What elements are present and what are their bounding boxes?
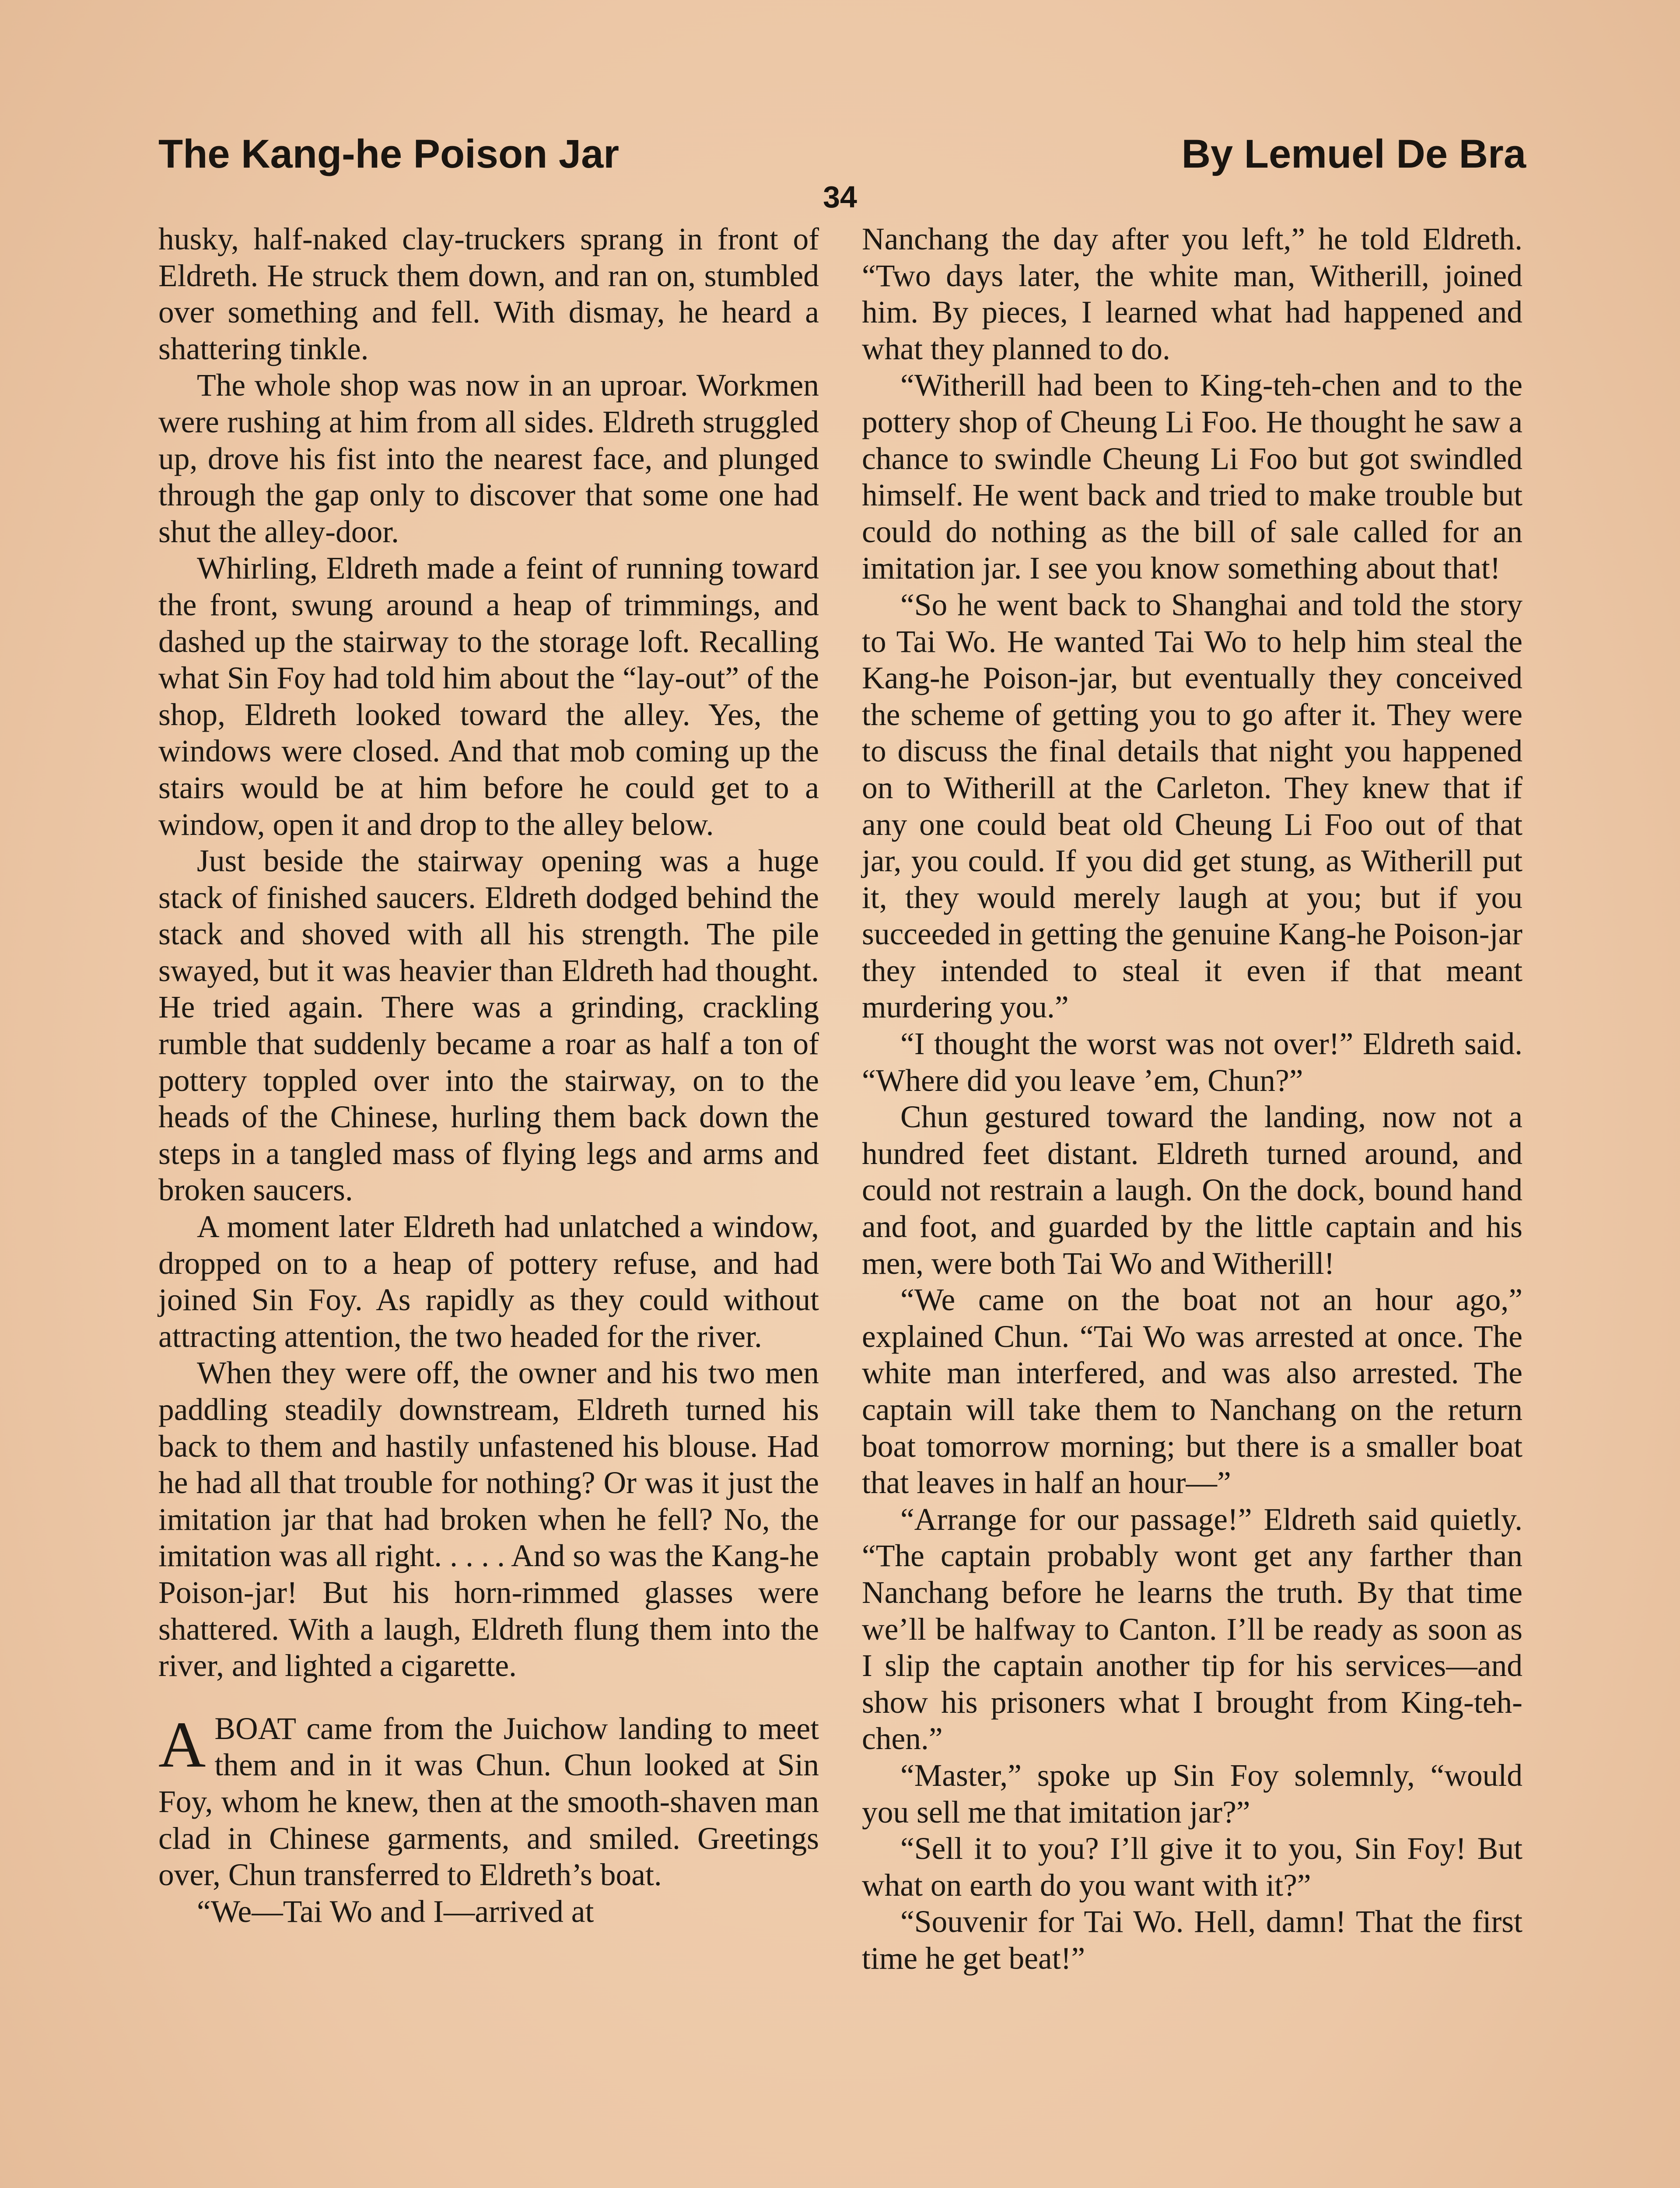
paragraph: When they were off, the owner and his two men paddling steadily downstream, Eldreth turned his back to them and hastily unfastened his blouse. Had he had all that trouble for nothing? Or was it just the imitation jar that had broken when he fell? No, the imitation was all right. . . . . And so was the Kang-he Poison-jar! But his horn-rimmed glasses were shattered. With a laugh, Eldreth flung them into the river, and lighted a cigarette. [158,1356,819,1683]
paragraph: “Sell it to you? I’ll give it to you, Sin Foy! But what on earth do you want with it?” [862,1831,1522,1903]
paragraph: Nanchang the day after you left,” he told Eldreth. “Two days later, the white man, Witherill, joined him. By pieces, I learned what had happened and what they planned to do. [862,222,1522,366]
section-paragraph [158,1708,819,1893]
paragraph: “Master,” spoke up Sin Foy solemnly, “would you sell me that imitation jar?” [862,1758,1522,1830]
story-author: By Lemuel De Bra [1181,132,1526,176]
paragraph: Just beside the stairway opening was a huge stack of finished saucers. Eldreth dodged behind the stack and shoved with all his strength. The pile swayed, but it was heavier than Eldreth had thought. He tried again. There was a grinding, crackling rumble that suddenly became a roar as half a ton of pottery toppled over into the stairway, on to the heads of the Chinese, hurling them back down the steps in a tangled mass of flying legs and arms and broken saucers. [158,844,819,1208]
paragraph: The whole shop was now in an uproar. Workmen were rushing at him from all sides. Eldreth struggled up, drove his fist into the nearest face, and plunged through the gap only to discover that some one had shut the alley-door. [158,368,819,549]
page-header [158,131,1526,184]
paragraph: A moment later Eldreth had unlatched a window, dropped on to a heap of pottery refuse, and had joined Sin Foy. As rapidly as they could without attracting attention, the two headed for the river. [158,1210,819,1354]
left-column [158,221,819,1930]
page-number: 34 [823,180,857,214]
paragraph: Chun gestured toward the landing, now not a hundred feet distant. Eldreth turned around, and could not restrain a laugh. On the dock, bound hand and foot, and guarded by the little captain and his men, were both Tai Wo and Witherill! [862,1100,1522,1281]
section-paragraph-text: BOAT came from the Juichow landing to meet them and in it was Chun. Chun looked at Sin Foy, whom he knew, then at the smooth-shaven man clad in Chinese garments, and smiled. Greetings over, Chun transferred to Eldreth’s boat. [158,1711,819,1893]
paragraph: husky, half-naked clay-truckers sprang in front of Eldreth. He struck them down, and ran on, stumbled over something and fell. With dismay, he heard a shattering tinkle. [158,222,819,366]
paragraph: “I thought the worst was not over!” Eldreth said. “Where did you leave ’em, Chun?” [862,1027,1522,1098]
paragraph: “Witherill had been to King-teh-chen and to the pottery shop of Cheung Li Foo. He thought he saw a chance to swindle Cheung Li Foo but got swindled himself. He went back and tried to make trouble but could do nothing as the bill of sale called for an imitation jar. I see you know something about that! [862,368,1522,586]
paragraph: “So he went back to Shanghai and told the story to Tai Wo. He wanted Tai Wo to help him steal the Kang-he Poison-jar, but eventually they conceived the scheme of getting you to go after it. They were to discuss the final details that night you happened on to Witherill at the Carleton. They knew that if any one could beat old Cheung Li Foo out of that jar, you could. If you did get stung, as Witherill put it, they would merely laugh at you; but if you succeeded in getting the genuine Kang-he Poison-jar they intended to steal it even if that meant murdering you.” [862,587,1522,1025]
paragraph: “We—Tai Wo and I—arrived at [197,1894,594,1929]
drop-cap: A [158,1708,206,1781]
paragraph: “Arrange for our passage!” Eldreth said quietly. “The captain probably wont get any farther than Nanchang before he learns the truth. By that time we’ll be halfway to Canton. I’ll be ready as soon as I slip the captain another tip for his services—and show his prisoners what I brought from King-teh-chen.” [862,1502,1522,1757]
right-column [862,221,1522,1977]
paragraph: Whirling, Eldreth made a feint of running toward the front, swung around a heap of trimmings, and dashed up the stairway to the storage loft. Recalling what Sin Foy had told him about the “lay-out” of the shop, Eldreth looked toward the alley. Yes, the windows were closed. And that mob coming up the stairs would be at him before he could get to a window, open it and drop to the alley below. [158,551,819,842]
story-title: The Kang-he Poison Jar [158,132,620,176]
paragraph: “We came on the boat not an hour ago,” explained Chun. “Tai Wo was arrested at once. The white man interfered, and was also arrested. The captain will take them to Nanchang on the return boat tomorrow morning; but there is a smaller boat that leaves in half an hour—” [862,1283,1522,1501]
paragraph: “Souvenir for Tai Wo. Hell, damn! That the first time he get beat!” [862,1904,1522,1976]
